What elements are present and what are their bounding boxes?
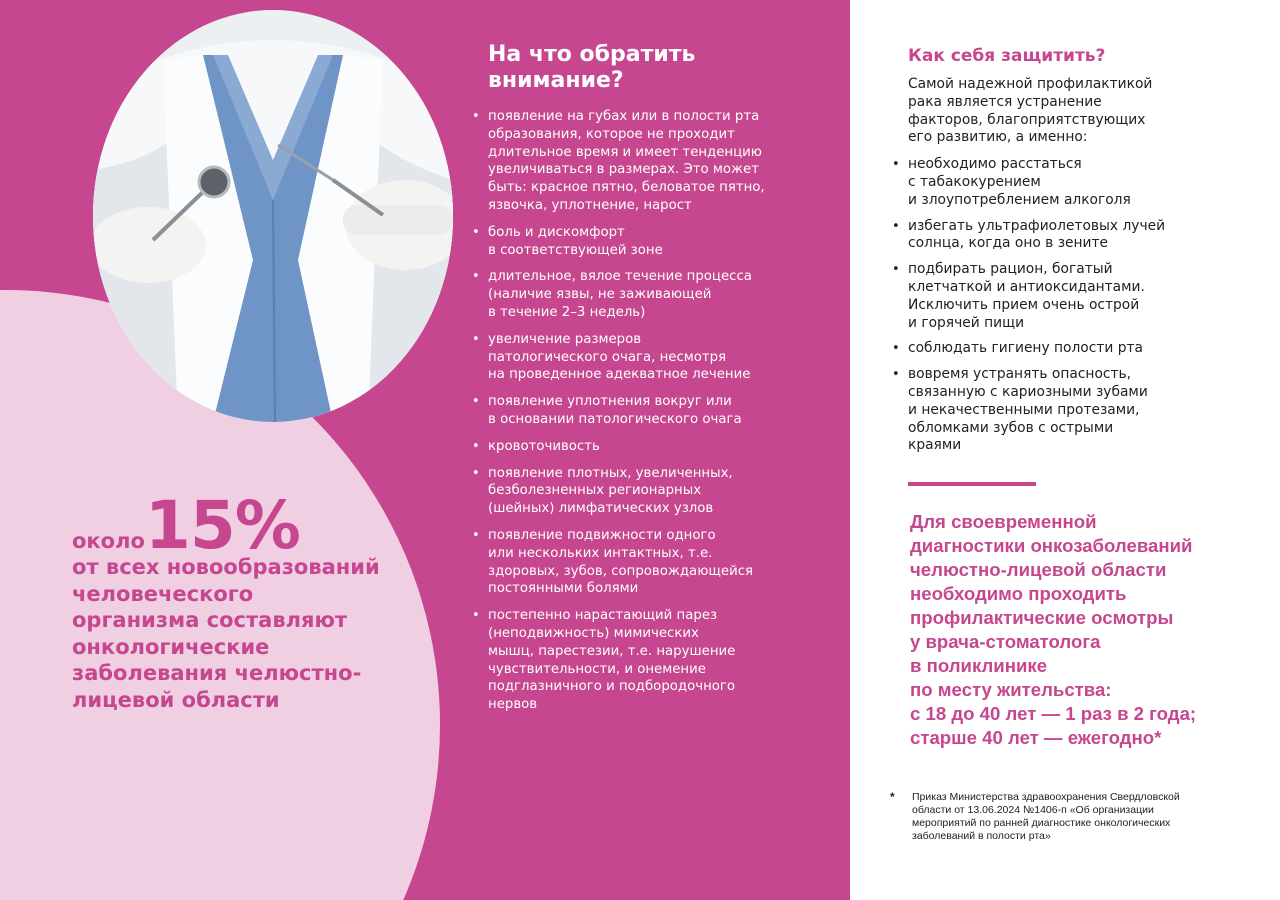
list-item: • появление плотных, увеличенных, безболезненных регионарных (шейных) лимфатических узлов [488,465,808,518]
list-item: • боль и дискомфорт в соответствующей зоне [488,224,808,260]
doctor-photo [93,10,453,422]
prevention-intro: Самой надежной профилактикой рака является устранение факторов, благоприятствующих его развитию, а именно: [908,76,1153,146]
section-divider [908,482,1036,486]
footnote [890,791,1250,843]
symptoms-column [488,42,808,723]
list-item: • появление подвижности одного или нескольких интактных, т.е. здоровых, зубов, сопровождающейся постоянными болями [488,527,808,598]
list-item: • появление уплотнения вокруг или в основании патологического очага [488,393,808,429]
list-item: • появление на губах или в полости рта образования, которое не проходит длительное время и имеет тенденцию увеличиваться в размерах. Это может быть: красное пятно, беловатое пятно, язвочка, уплотнение, нарост [488,108,808,215]
symptoms-heading: На что обратить внимание? [488,42,696,93]
list-item: • увеличение размеров патологического очага, несмотря на проведенное адекватное лечение [488,331,808,384]
list-item: • соблюдать гигиену полости рта [908,340,1238,358]
screening-callout: Для своевременной диагностики онкозаболеваний челюстно-лицевой области необходимо проходить профилактические осмотры у врача-стоматолога в поликлинике по месту жительства: с 18 до 40 лет — 1 раз в 2 года; старше 40 лет — ежегодно* [910,511,1197,748]
prevention-column [908,46,1238,463]
footnote-text: Приказ Министерства здравоохранения Свердловской области от 13.06.2024 №1406-п «Об организации мероприятий по ранней диагностике онкологических заболеваний в полости рта» [912,791,1180,842]
stat-prefix: около [72,529,145,553]
list-item: • необходимо расстаться с табакокурением и злоупотреблением алкоголя [908,156,1238,209]
footnote-mark: * [890,790,895,804]
statistic-block [72,487,412,713]
list-item: • постепенно нарастающий парез (неподвижность) мимических мышц, парестезии, т.е. нарушение чувствительности, и онемение подглазничного и подбородочного нервов [488,607,808,714]
stat-description: от всех новообразований человеческого организма составляют онкологические заболевания челюстно- лицевой области [72,555,380,712]
list-item: • длительное, вялое течение процесса (наличие язвы, не заживающей в течение 2–3 недель) [488,268,808,321]
prevention-heading: Как себя защитить? [908,46,1106,66]
doctor-illustration-icon [93,10,453,422]
prevention-list [908,156,1238,455]
list-item: • избегать ультрафиолетовых лучей солнца, когда оно в зените [908,218,1238,254]
list-item: • подбирать рацион, богатый клетчаткой и антиоксидантами. Исключить прием очень острой и горячей пищи [908,261,1238,332]
list-item: • кровоточивость [488,438,808,456]
stat-percentage: 15% [144,487,300,564]
symptoms-list [488,108,808,714]
list-item: • вовремя устранять опасность, связанную с кариозными зубами и некачественными протезами, обломками зубов с острыми краями [908,366,1238,455]
